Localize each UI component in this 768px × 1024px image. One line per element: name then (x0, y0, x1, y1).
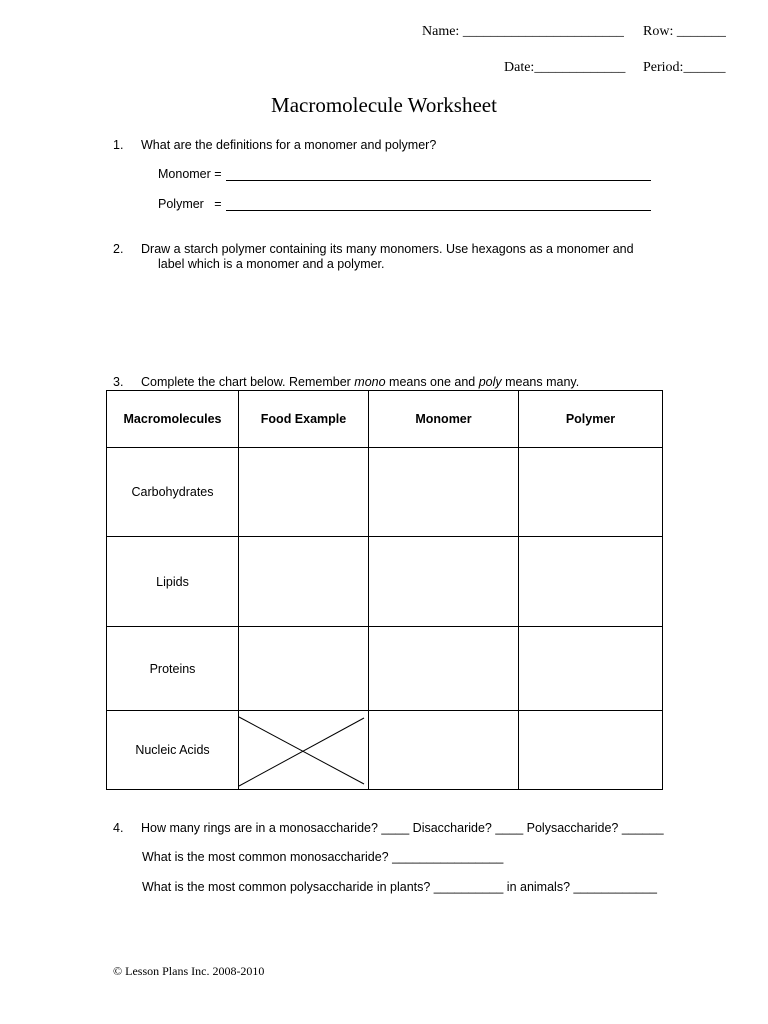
question-3-number: 3. (113, 375, 124, 389)
lipids-polymer-cell[interactable] (519, 537, 663, 627)
nucleic-acids-food-cell-crossed (239, 711, 369, 790)
row-field-label: Row: _______ (643, 24, 726, 39)
question-2-line-1: Draw a starch polymer containing its many monomers. Use hexagons as a monomer and (141, 242, 634, 256)
cross-out-mark (239, 711, 369, 790)
question-4-line-2: What is the most common monosaccharide? ________________ (142, 850, 504, 864)
question-1-number: 1. (113, 138, 124, 152)
lipids-monomer-cell[interactable] (369, 537, 519, 627)
table-row (107, 627, 663, 711)
column-header-polymer: Polymer (519, 391, 663, 448)
question-4-number: 4. (113, 821, 124, 835)
question-3-text-b: means one and (385, 375, 479, 389)
proteins-food-cell[interactable] (239, 627, 369, 711)
question-3-text-a: Complete the chart below. Remember (141, 375, 355, 389)
row-label-nucleic-acids: Nucleic Acids (107, 711, 239, 790)
column-header-macromolecules: Macromolecules (107, 391, 239, 448)
polymer-label: Polymer = (158, 197, 222, 211)
question-1-text: What are the definitions for a monomer and polymer? (141, 138, 437, 152)
question-2-number: 2. (113, 242, 124, 256)
question-3-text-c: means many. (501, 375, 580, 389)
polymer-answer-line[interactable] (226, 197, 651, 211)
carbohydrates-food-cell[interactable] (239, 448, 369, 537)
carbohydrates-monomer-cell[interactable] (369, 448, 519, 537)
column-header-monomer: Monomer (369, 391, 519, 448)
table-row (107, 537, 663, 627)
table-row (107, 448, 663, 537)
date-field-label: Date:_____________ (504, 60, 626, 75)
row-label-proteins: Proteins (107, 627, 239, 711)
column-header-food-example: Food Example (239, 391, 369, 448)
macromolecule-chart (106, 390, 663, 790)
question-4-line-3: What is the most common polysaccharide in plants? __________ in animals? ____________ (142, 880, 657, 894)
proteins-polymer-cell[interactable] (519, 627, 663, 711)
proteins-monomer-cell[interactable] (369, 627, 519, 711)
chart-header-row (107, 391, 663, 448)
poly-term: poly (478, 375, 502, 389)
monomer-answer-line[interactable] (226, 167, 651, 181)
monomer-label: Monomer = (158, 167, 222, 181)
period-field-label: Period:______ (643, 60, 726, 75)
worksheet-title: Macromolecule Worksheet (271, 93, 497, 117)
question-2-line-2: label which is a monomer and a polymer. (158, 257, 385, 271)
carbohydrates-polymer-cell[interactable] (519, 448, 663, 537)
name-field-label: Name: _______________________ (422, 24, 624, 39)
question-3-text (141, 375, 579, 389)
table-row (107, 711, 663, 790)
nucleic-acids-polymer-cell[interactable] (519, 711, 663, 790)
nucleic-acids-monomer-cell[interactable] (369, 711, 519, 790)
row-label-lipids: Lipids (107, 537, 239, 627)
row-label-carbohydrates: Carbohydrates (107, 448, 239, 537)
lipids-food-cell[interactable] (239, 537, 369, 627)
question-4-line-1: How many rings are in a monosaccharide? ____ Disaccharide? ____ Polysaccharide? ______ (141, 821, 664, 835)
mono-term: mono (354, 375, 386, 389)
drawing-area[interactable] (113, 278, 653, 370)
copyright-footer: © Lesson Plans Inc. 2008-2010 (113, 964, 265, 978)
